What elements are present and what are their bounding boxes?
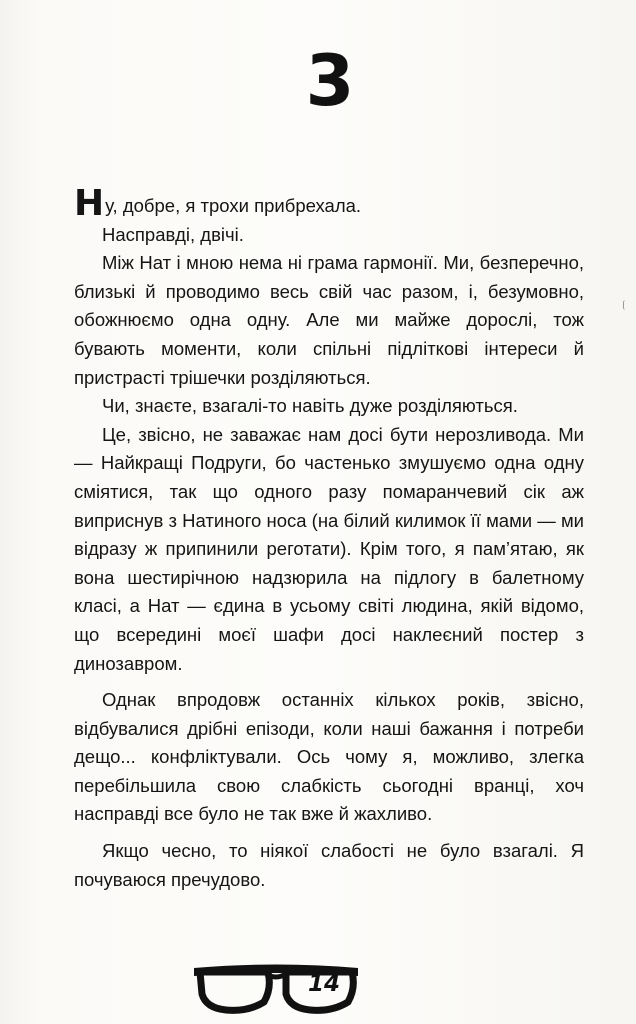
paragraph-6: Однак впродовж останніх кількох років, звісно, відбувалися дрібні епізоди, коли наші бажання і потреби дещо... конфліктували. Ось чому я, можливо, злегка перебільшила свою слабкість сьогодні вранці, хоч насправді все було не так вже й жахливо. [74, 689, 584, 825]
paragraph-2: Насправді, двічі. [102, 223, 244, 245]
paragraph-5: Це, звісно, не заважає нам досі бути нерозливода. Ми — Найкращі Подруги, бо частенько змушуємо одна одну сміятися, так що одного разу помаранчевий сік аж виприснув з Натиного носа (на білий килимок її мами — ми відразу ж припинили реготати). Крім того, я пам’ятаю, як вона шестирічною надзюрила на підлогу в балетному класі, а Нат — єдина в усьому світі людина, якій відомо, що всередині моєї шафи досі наклеєний постер з динозавром. [74, 423, 584, 674]
paragraph-7: Якщо чесно, то ніякої слабості не було взагалі. Я почуваюся пречудово. [74, 840, 584, 890]
edge-mark [623, 300, 628, 310]
drop-cap: Н [74, 183, 105, 224]
page-number: 14 [307, 971, 340, 997]
paragraph-4: Чи, знаєте, взагалі-то навіть дуже розділяються. [102, 395, 518, 417]
chapter-number: 3 [305, 40, 355, 122]
paragraph-1 [74, 183, 584, 224]
body-text [74, 183, 584, 894]
paragraph-1-text: у, добре, я трохи прибрехала. [105, 195, 362, 216]
paragraph-3: Між Нат і мною нема ні грама гармонії. Ми, безперечно, близькі й проводимо весь свій час разом, і, безумовно, обожнюємо одна одну. Але ми майже дорослі, тож бувають моменти, коли спільні підліткові інтереси й пристрасті трішечки розділяються. [74, 252, 584, 388]
page-footer [186, 958, 366, 1014]
